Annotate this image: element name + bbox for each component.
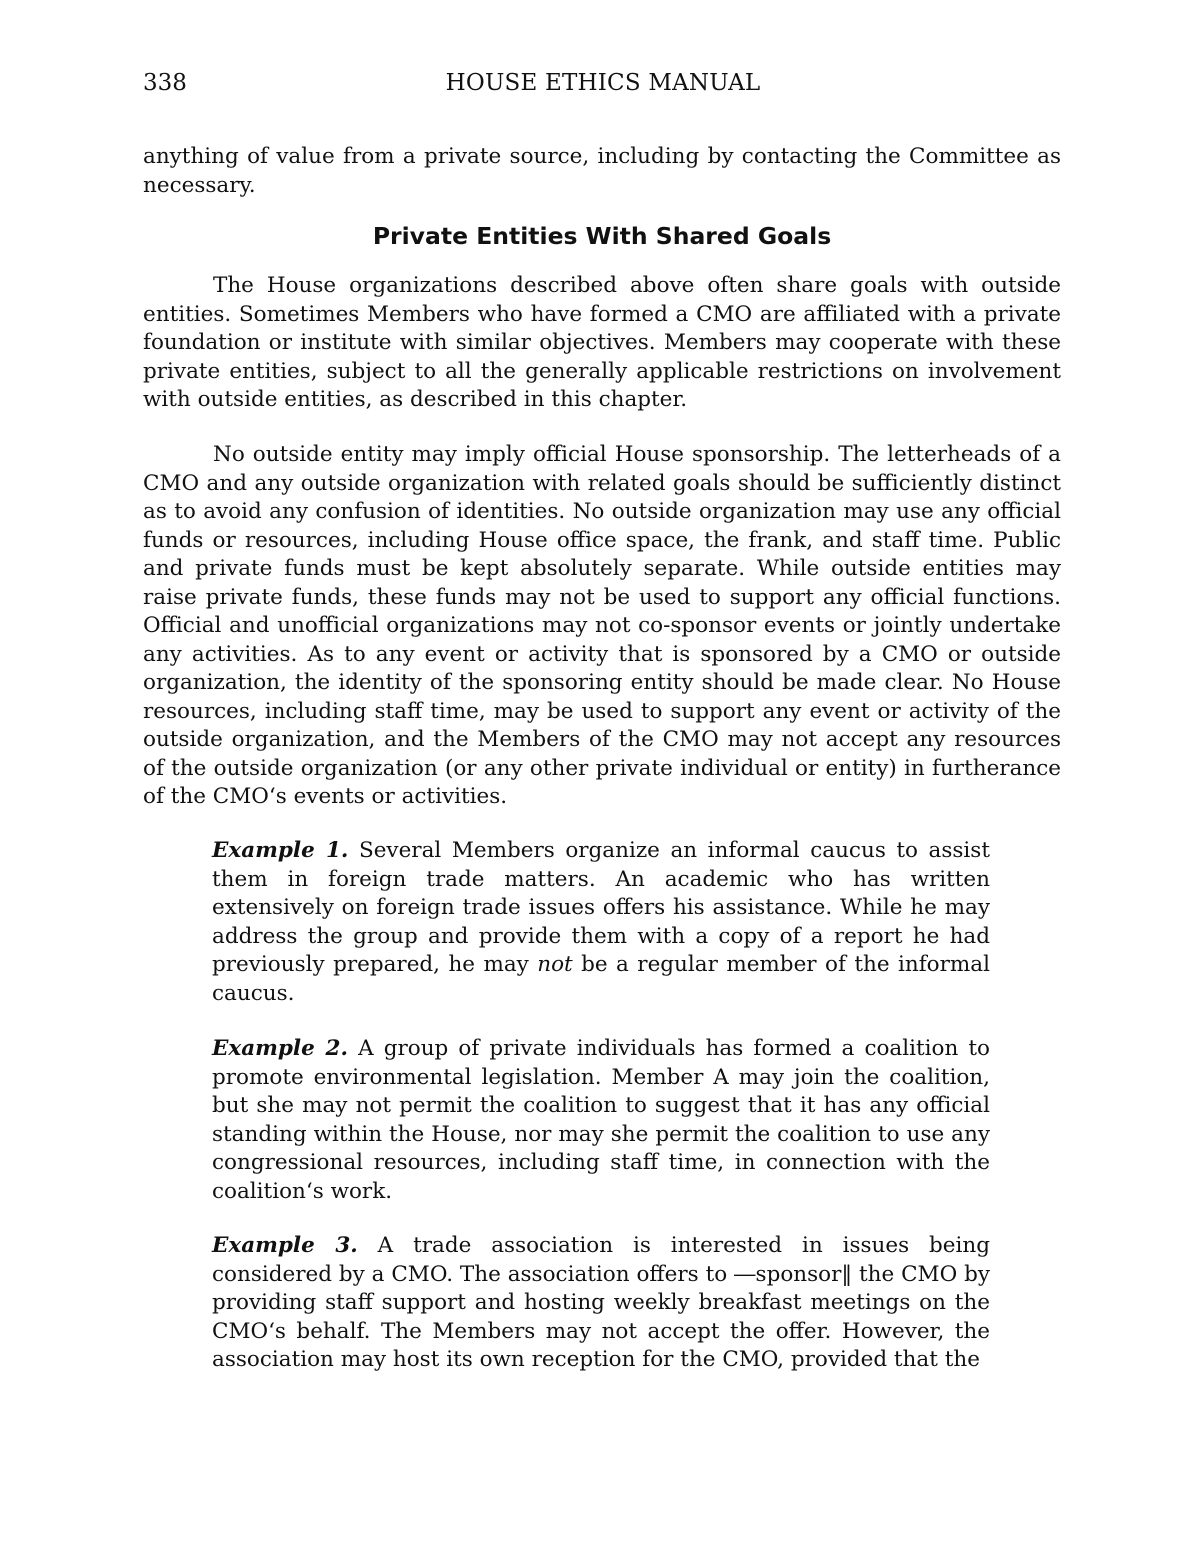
example-1 (212, 837, 990, 1008)
continuation-paragraph: anything of value from a private source, including by contacting the Committee as necessary. (143, 144, 1061, 198)
example-text: A group of private individuals has formed a coalition to promote environmental legislation. Member A may join the coalition, but she may not permit the coalition to suggest that it has any official standing within the House, nor may she permit the coalition to use any congressional resources, including staff time, in connection with the coalition‘s work. (212, 1036, 990, 1204)
running-head: HOUSE ETHICS MANUAL (445, 70, 761, 96)
example-emphasis: not (537, 952, 573, 977)
section-heading: Private Entities With Shared Goals (372, 222, 832, 250)
example-label: Example 2. (212, 1036, 348, 1061)
example-text: be a regular member of the informal caucus. (212, 952, 990, 1006)
example-paragraph (212, 1232, 990, 1375)
body-paragraph: No outside entity may imply official House sponsorship. The letterheads of a CMO and any outside organization with related goals should be sufficiently distinct as to avoid any confusion of identities. No outside organization may use any official funds or resources, including House office space, the frank, and staff time. Public and private funds must be kept absolutely separate. While outside entities may raise private funds, these funds may not be used to support any official functions. Official and unofficial organizations may not co-sponsor events or jointly undertake any activities. As to any event or activity that is sponsored by a CMO or outside organization, the identity of the sponsoring entity should be made clear. No House resources, including staff time, may be used to support any event or activity of the outside organization, and the Members of the CMO may not accept any resources of the outside organization (or any other private individual or entity) in furtherance of the CMO‘s events or activities. (143, 442, 1061, 809)
example-label: Example 3. (212, 1233, 358, 1258)
body-paragraph-1-block (143, 272, 1061, 415)
body-paragraph-2-block (143, 441, 1061, 812)
page-number: 338 (143, 70, 187, 96)
example-label: Example 1. (212, 838, 349, 863)
example-text: A trade association is interested in issues being considered by a CMO. The association offers to ―sponsor‖ the CMO by providing staff support and hosting weekly breakfast meetings on the CMO‘s behalf. The Members may not accept the offer. However, the association may host its own reception for the CMO, provided that the (212, 1233, 990, 1372)
example-2 (212, 1035, 990, 1206)
example-paragraph (212, 1035, 990, 1206)
continuation-block (143, 143, 1061, 200)
body-paragraph: The House organizations described above often share goals with outside entities. Sometimes Members who have formed a CMO are affiliated with a private foundation or institute with similar objectives. Members may cooperate with these private entities, subject to all the generally applicable restrictions on involvement with outside entities, as described in this chapter. (143, 273, 1061, 412)
example-text: Several Members organize an informal caucus to assist them in foreign trade matters. An academic who has written extensively on foreign trade issues offers his assistance. While he may address the group and provide them with a copy of a report he had previously prepared, he may (212, 838, 990, 977)
example-paragraph (212, 837, 990, 1008)
example-3 (212, 1232, 990, 1375)
page-header (143, 70, 1063, 106)
